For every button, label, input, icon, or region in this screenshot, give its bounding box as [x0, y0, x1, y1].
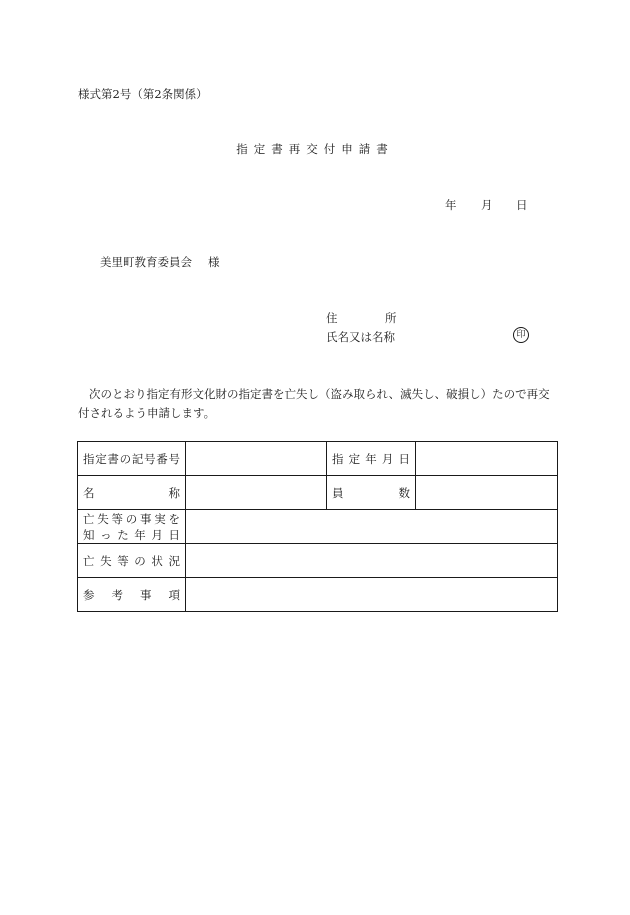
label-loss-known-date [78, 510, 186, 544]
date-month-label: 月 [481, 198, 493, 212]
table-row [78, 544, 558, 578]
label-loss-known-date-line1: 亡失等の事実を [83, 511, 180, 526]
table-row [78, 510, 558, 544]
table-row [78, 442, 558, 476]
field-quantity[interactable] [416, 476, 558, 510]
seal-mark-icon: 印 [513, 327, 529, 343]
document-title: 指定書再交付申請書 [236, 142, 394, 156]
name-label: 氏名又は名称 [326, 330, 395, 344]
address-label-second-char: 所 [385, 311, 397, 325]
date-year-label: 年 [445, 198, 457, 212]
field-designation-date[interactable] [416, 442, 558, 476]
recipient-name: 美里町教育委員会 [100, 255, 192, 269]
table-row [78, 476, 558, 510]
label-remarks: 参考事項 [78, 578, 186, 612]
label-loss-known-date-line2: 知った年月日 [83, 527, 180, 542]
recipient-honorific: 様 [208, 255, 220, 269]
field-name[interactable] [186, 476, 327, 510]
info-table [77, 441, 558, 612]
field-remarks[interactable] [186, 578, 558, 612]
field-loss-situation[interactable] [186, 544, 558, 578]
label-quantity: 員数 [327, 476, 416, 510]
form-number: 様式第2号（第2条関係） [78, 87, 208, 101]
label-name: 名称 [78, 476, 186, 510]
date-day-label: 日 [516, 198, 528, 212]
body-text: 次のとおり指定有形文化財の指定書を亡失し（盗み取られ、滅失し、破損し）たので再交付されるよう申請します。 [78, 387, 550, 420]
table-row [78, 578, 558, 612]
address-label-first-char: 住 [326, 311, 338, 325]
label-certificate-number: 指定書の記号番号 [78, 442, 186, 476]
field-certificate-number[interactable] [186, 442, 327, 476]
label-loss-situation: 亡失等の状況 [78, 544, 186, 578]
field-loss-known-date[interactable] [186, 510, 558, 544]
label-designation-date: 指定年月日 [327, 442, 416, 476]
